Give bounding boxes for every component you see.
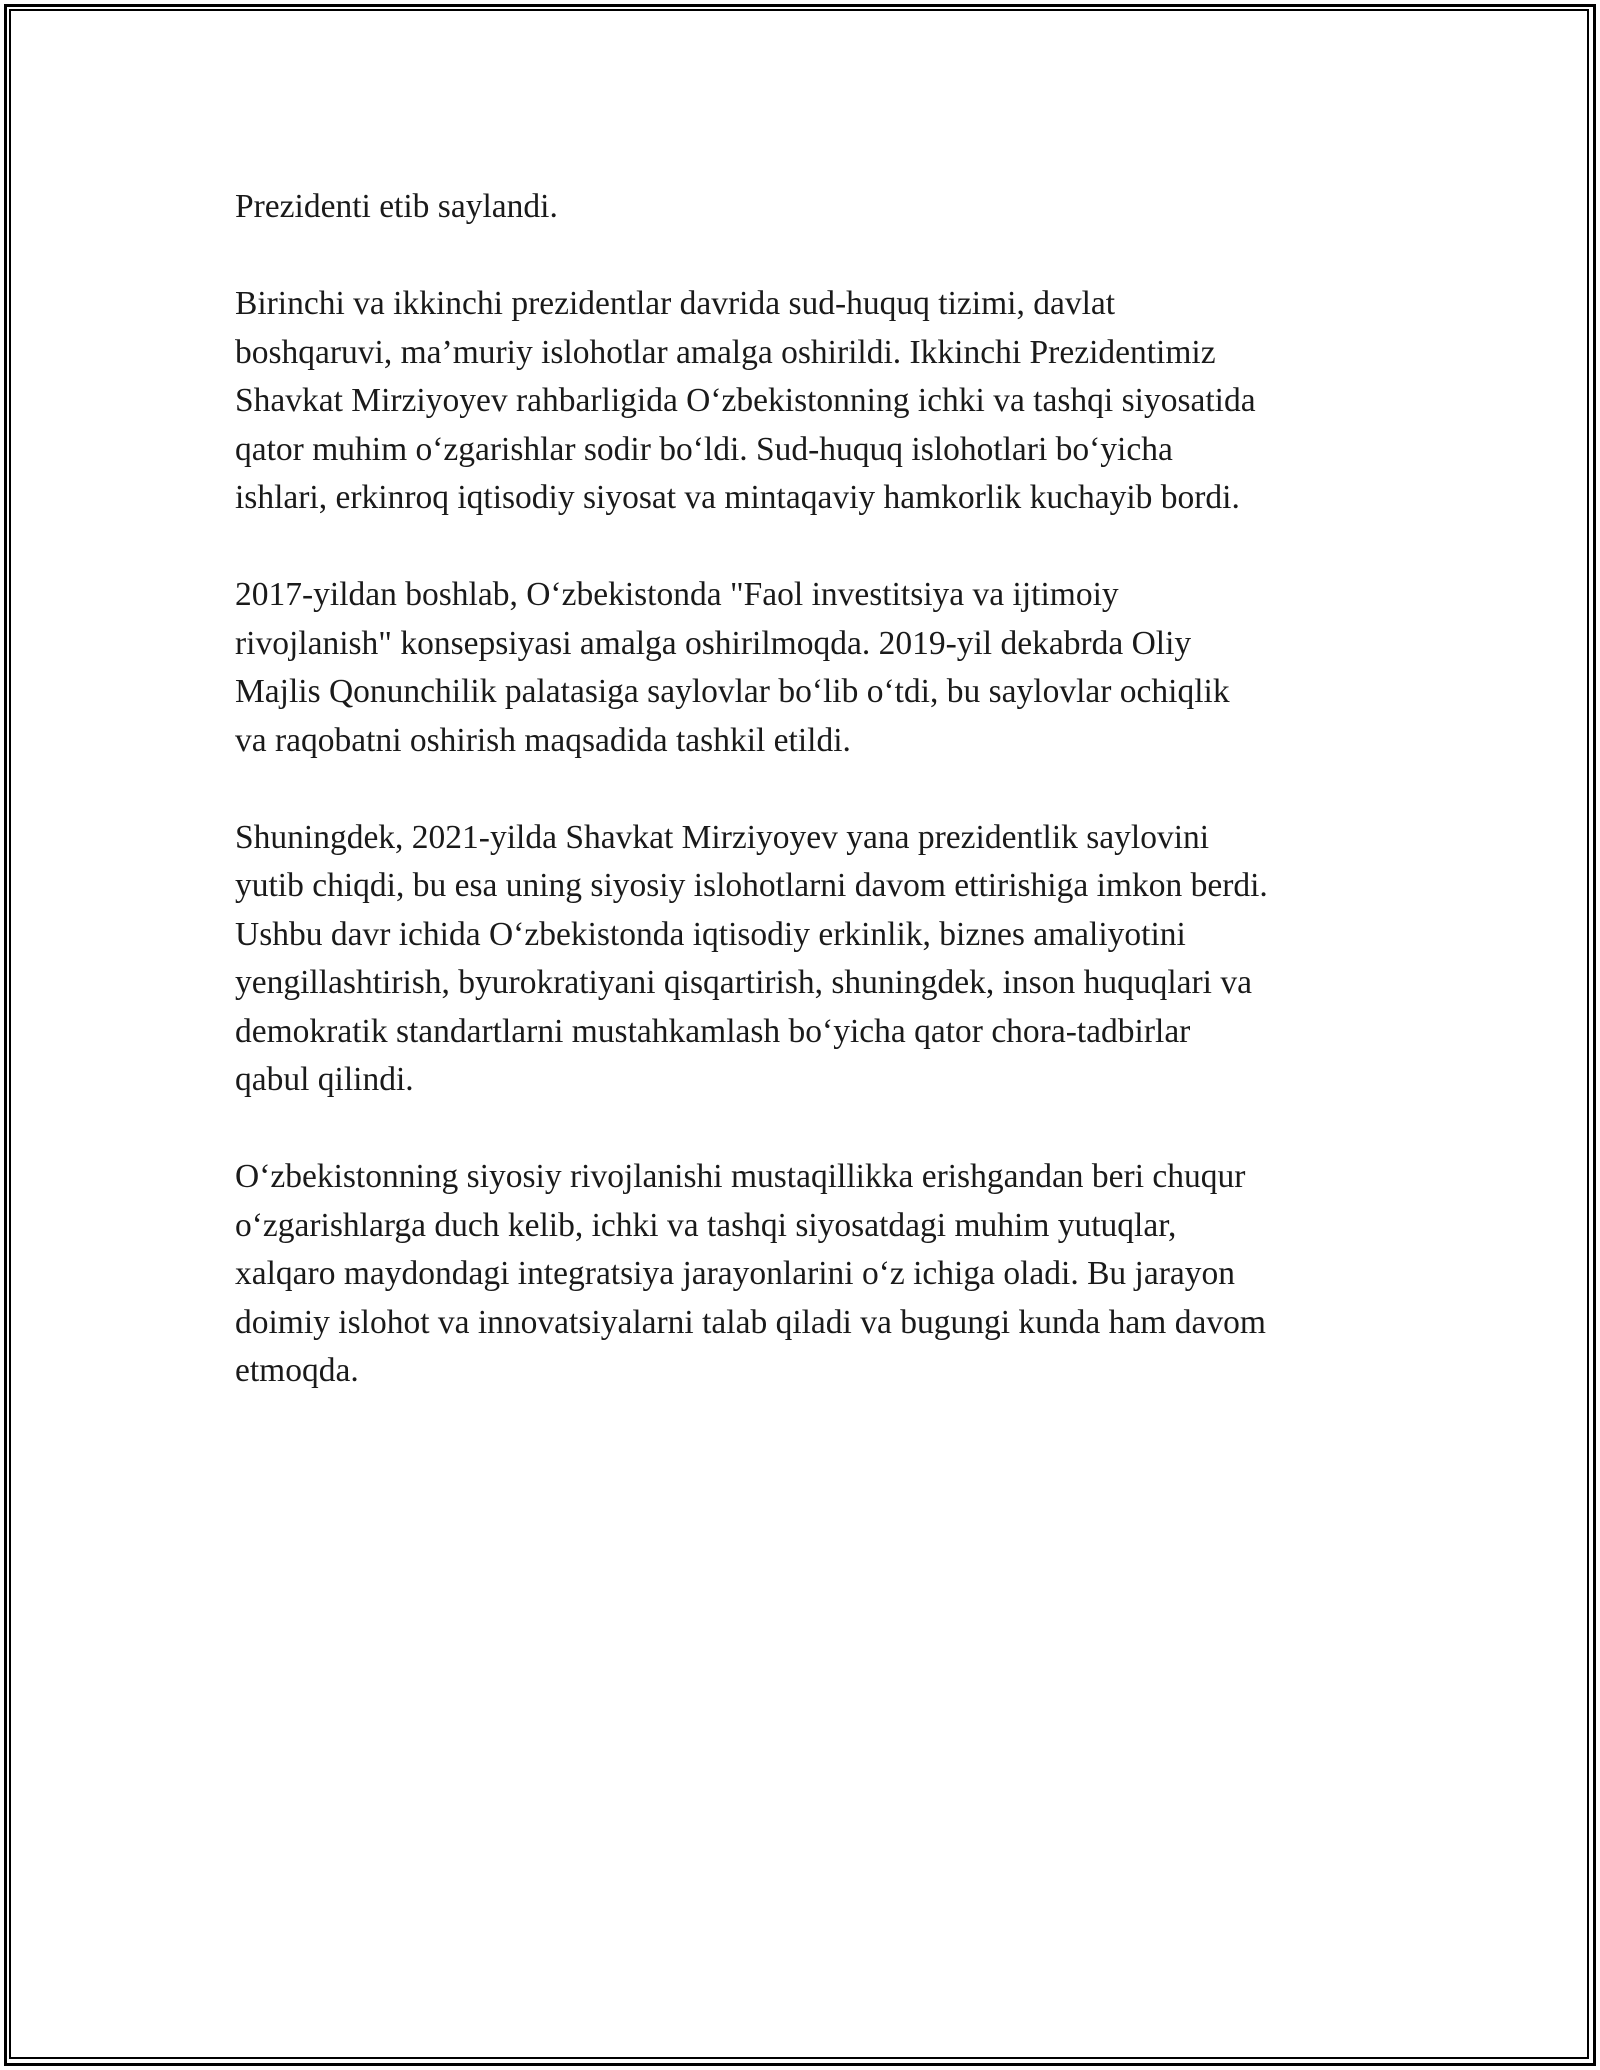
paragraph-line: rivojlanish" konsepsiyasi amalga oshirilmoqda. 2019-yil dekabrda Oliy <box>235 624 1192 662</box>
paragraph-line: xalqaro maydondagi integratsiya jarayonlarini o‘z ichiga oladi. Bu jarayon <box>235 1255 1236 1292</box>
paragraph-line: Birinchi va ikkinchi prezidentlar davrida sud-huquq tizimi, davlat <box>235 285 1116 322</box>
paragraph-line: o‘zgarishlarga duch kelib, ichki va tashqi siyosatdagi muhim yutuqlar, <box>235 1206 1177 1244</box>
paragraph-3 <box>235 571 1385 765</box>
paragraph-line: ishlari, erkinroq iqtisodiy siyosat va mintaqaviy hamkorlik kuchayib bordi. <box>235 479 1240 516</box>
paragraph-4 <box>235 814 1385 1105</box>
paragraph-line: 2017-yildan boshlab, O‘zbekistonda "Faol investitsiya va ijtimoiy <box>235 576 1119 613</box>
paragraph-2 <box>235 280 1385 523</box>
paragraph-line: qator muhim o‘zgarishlar sodir bo‘ldi. Sud-huquq islohotlari bo‘yicha <box>235 430 1173 468</box>
paragraph-line: Majlis Qonunchilik palatasiga saylovlar bo‘lib o‘tdi, bu saylovlar ochiqlik <box>235 673 1230 710</box>
paragraph-line: demokratik standartlarni mustahkamlash bo‘yicha qator chora-tadbirlar <box>235 1012 1191 1050</box>
paragraph-line: Shuningdek, 2021-yilda Shavkat Mirziyoyev yana prezidentlik saylovini <box>235 818 1210 856</box>
paragraph-line: va raqobatni oshirish maqsadida tashkil etildi. <box>235 721 851 759</box>
paragraph-line: qabul qilindi. <box>235 1061 414 1098</box>
paragraph-line: boshqaruvi, ma’muriy islohotlar amalga oshirildi. Ikkinchi Prezidentimiz <box>235 333 1216 371</box>
paragraph-1 <box>235 183 1385 232</box>
document-body <box>235 183 1385 1444</box>
paragraph-5 <box>235 1153 1385 1396</box>
paragraph-line: etmoqda. <box>235 1352 359 1389</box>
paragraph-line: doimiy islohot va innovatsiyalarni talab qiladi va bugungi kunda ham davom <box>235 1303 1266 1341</box>
paragraph-line: yutib chiqdi, bu esa uning siyosiy islohotlarni davom ettirishiga imkon berdi. <box>235 867 1268 904</box>
paragraph-line: Prezidenti etib saylandi. <box>235 188 558 225</box>
paragraph-line: yengillashtirish, byurokratiyani qisqartirish, shuningdek, inson huquqlari va <box>235 964 1252 1001</box>
paragraph-line: Ushbu davr ichida O‘zbekistonda iqtisodiy erkinlik, biznes amaliyotini <box>235 915 1186 953</box>
paragraph-line: O‘zbekistonning siyosiy rivojlanishi mustaqillikka erishgandan beri chuqur <box>235 1158 1246 1195</box>
paragraph-line: Shavkat Mirziyoyev rahbarligida O‘zbekistonning ichki va tashqi siyosatida <box>235 382 1256 419</box>
